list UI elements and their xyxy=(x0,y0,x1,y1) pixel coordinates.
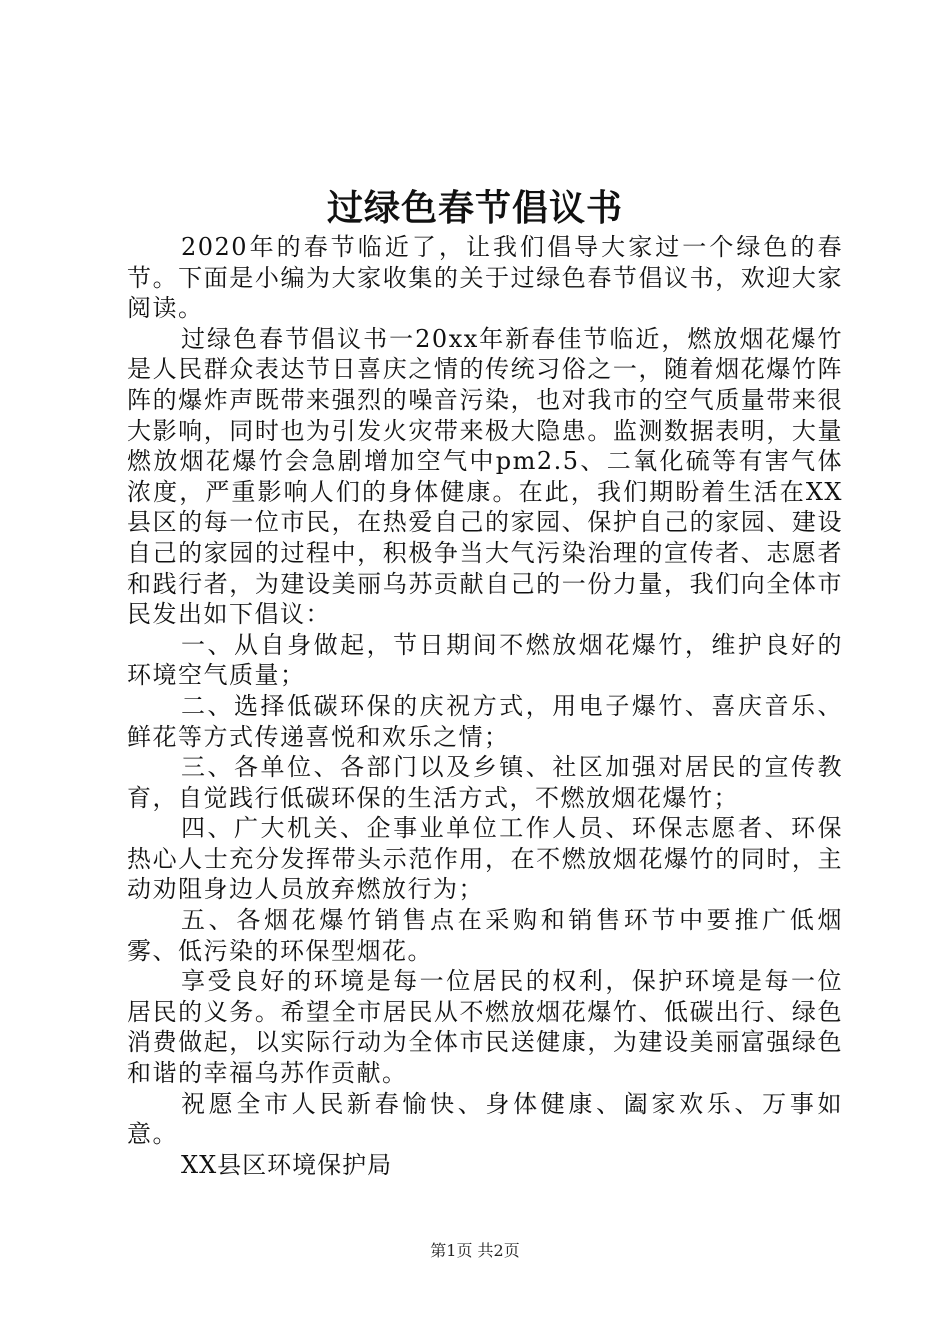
signature: XX县区环境保护局 xyxy=(181,1151,393,1179)
paragraph-item-5: 五、各烟花爆竹销售点在采购和销售环节中要推广低烟雾、低污染的环保型烟花。 xyxy=(127,906,843,965)
paragraph-item-4: 四、广大机关、企事业单位工作人员、环保志愿者、环保热心人士充分发挥带头示范作用，在不燃放烟花爆竹的同时，主动劝阻身边人员放弃燃放行为； xyxy=(127,814,843,904)
paragraph-intro: 2020年的春节临近了，让我们倡导大家过一个绿色的春节。下面是小编为大家收集的关于过绿色春节倡议书，欢迎大家阅读。 xyxy=(127,233,843,323)
paragraph-item-1: 一、从自身做起，节日期间不燃放烟花爆竹，维护良好的环境空气质量； xyxy=(127,630,843,690)
paragraph-main: 过绿色春节倡议书一20xx年新春佳节临近，燃放烟花爆竹是人民群众表达节日喜庆之情的传统习俗之一，随着烟花爆竹阵阵的爆炸声既带来强烈的噪音污染，也对我市的空气质量带来很大影响，同时也为引发火灾带来极大隐患。监测数据表明，大量燃放烟花爆竹会急剧增加空气中pm2.5、二氧化硫等有害气体浓度，严重影响人们的身体健康。在此，我们期盼着生活在XX县区的每一位市民，在热爱自己的家园、保护自己的家园、建设自己的家园的过程中，积极争当大气污染治理的宣传者、志愿者和践行者，为建设美丽乌苏贡献自己的一份力量，我们向全体市民发出如下倡议： xyxy=(127,324,843,629)
paragraph-item-2: 二、选择低碳环保的庆祝方式，用电子爆竹、喜庆音乐、鲜花等方式传递喜悦和欢乐之情； xyxy=(127,691,843,751)
page-footer: 第1页 共2页 xyxy=(430,1241,520,1260)
paragraph-item-3: 三、各单位、各部门以及乡镇、社区加强对居民的宣传教育，自觉践行低碳环保的生活方式，不燃放烟花爆竹； xyxy=(127,753,843,812)
document-body xyxy=(127,232,843,1150)
paragraph-closing: 享受良好的环境是每一位居民的权利，保护环境是每一位居民的义务。希望全市居民从不燃放烟花爆竹、低碳出行、绿色消费做起，以实际行动为全体市民送健康，为建设美丽富强绿色和谐的幸福乌苏作贡献。 xyxy=(127,967,843,1088)
paragraph-wishes: 祝愿全市人民新春愉快、身体健康、阖家欢乐、万事如意。 xyxy=(127,1089,843,1149)
document-title: 过绿色春节倡议书 xyxy=(326,187,623,229)
